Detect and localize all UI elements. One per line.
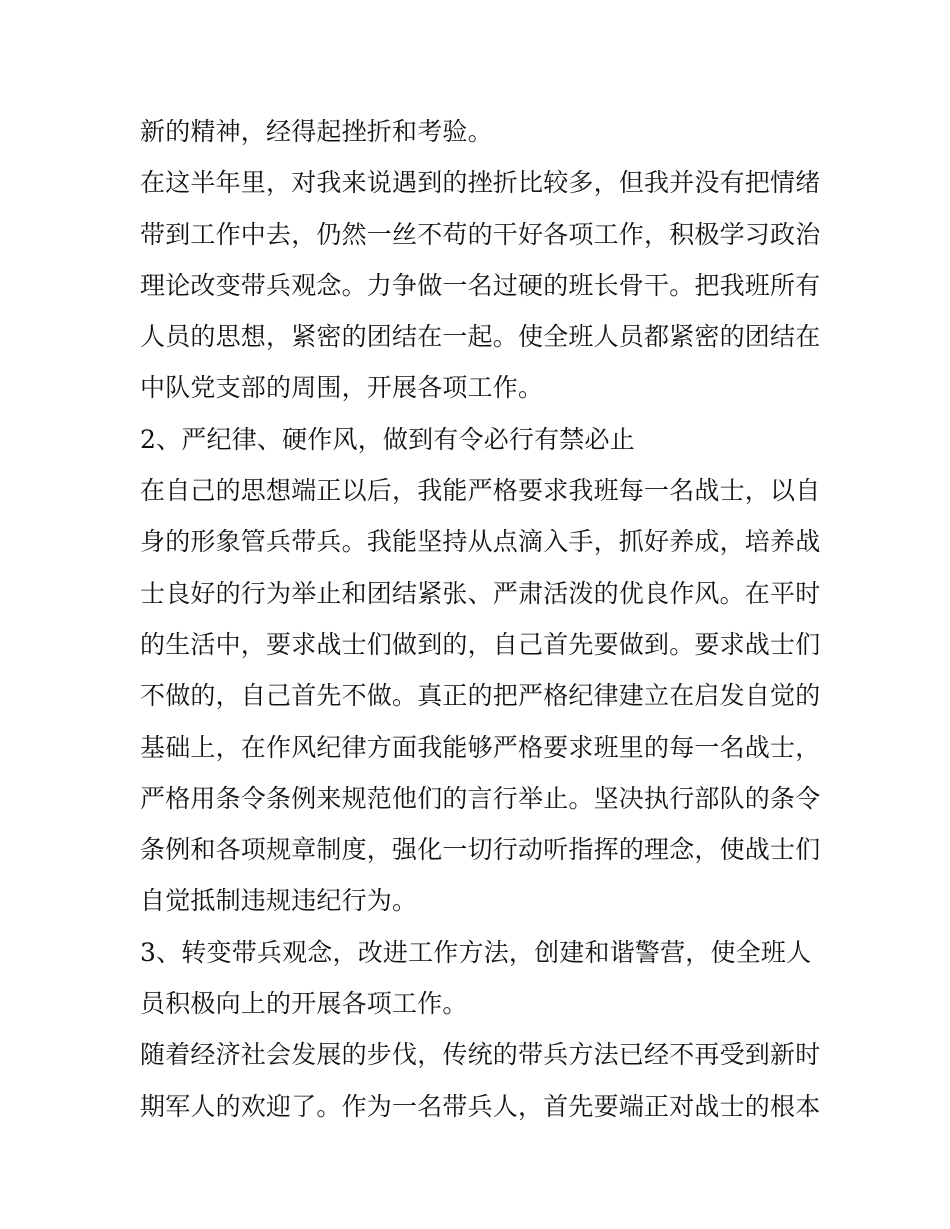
- text-line: 理论改变带兵观念。力争做一名过硬的班长骨干。把我班所有: [140, 270, 821, 300]
- text-line: 严格用条令条例来规范他们的言行举止。坚决执行部队的条令: [140, 783, 821, 813]
- text-line: 新的精神，经得起挫折和考验。: [140, 117, 493, 146]
- text-line: 的生活中，要求战士们做到的，自己首先要做到。要求战士们: [140, 629, 821, 659]
- text-line: 在自己的思想端正以后，我能严格要求我班每一名战士，以自: [140, 476, 821, 506]
- text-line: 人员的思想，紧密的团结在一起。使全班人员都紧密的团结在: [140, 322, 821, 352]
- document-body: [140, 106, 820, 1132]
- section-heading: 员积极向上的开展各项工作。: [140, 989, 468, 1019]
- text-line: 带到工作中去，仍然一丝不苟的干好各项工作，积极学习政治: [140, 219, 821, 249]
- text-line: 条例和各项规章制度，强化一切行动听指挥的理念，使战士们: [140, 835, 821, 865]
- text-line: 在这半年里，对我来说遇到的挫折比较多，但我并没有把情绪: [140, 168, 821, 198]
- text-line: 身的形象管兵带兵。我能坚持从点滴入手，抓好养成，培养战: [140, 527, 821, 557]
- text-line: 随着经济社会发展的步伐，传统的带兵方法已经不再受到新时: [140, 1040, 821, 1070]
- section-heading: 2、严纪律、硬作风，做到有令必行有禁必止: [140, 424, 635, 454]
- text-line: 中队党支部的周围，开展各项工作。: [140, 373, 544, 403]
- text-line: 基础上，在作风纪律方面我能够严格要求班里的每一名战士，: [140, 732, 821, 762]
- section-heading: 3、转变带兵观念，改进工作方法，创建和谐警营，使全班人: [140, 937, 812, 967]
- text-line: 期军人的欢迎了。作为一名带兵人，首先要端正对战士的根本: [140, 1091, 821, 1121]
- text-line: 士良好的行为举止和团结紧张、严肃活泼的优良作风。在平时: [140, 578, 821, 608]
- text-line: 不做的，自己首先不做。真正的把严格纪律建立在启发自觉的: [140, 681, 821, 711]
- text-line: 自觉抵制违规违纪行为。: [140, 886, 418, 916]
